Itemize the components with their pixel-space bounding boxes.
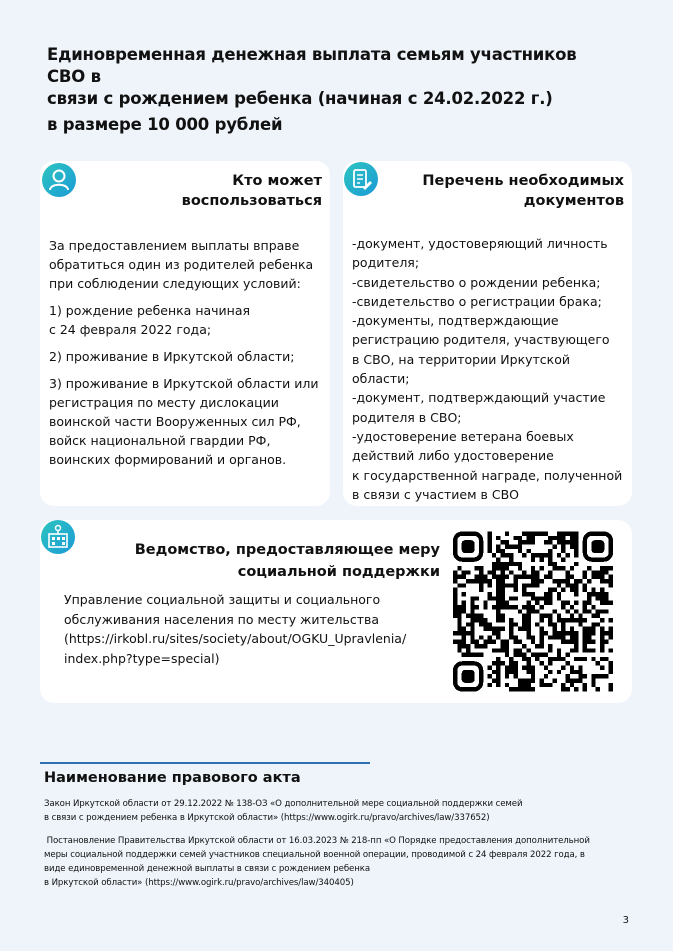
condition-line: войск национальной гвардии РФ, bbox=[49, 433, 271, 448]
legal-act-line: виде единовременной денежной выплаты в связи с рождением ребенка bbox=[44, 864, 371, 874]
page-title bbox=[47, 44, 607, 136]
condition-line: регистрация по месту дислокации bbox=[49, 395, 279, 410]
page-number: 3 bbox=[622, 915, 629, 926]
agency-body bbox=[64, 590, 434, 668]
document-edit-icon bbox=[344, 162, 378, 196]
document-line: родителя; bbox=[352, 255, 420, 271]
legal-act-line: меры социальной поддержки семей участников специальной военной операции, проводимой с 24 февраля 2022 года, в bbox=[44, 850, 585, 860]
document-line: -документ, подтверждающий участие bbox=[352, 390, 606, 406]
agency-title-line-2: социальной поддержки bbox=[237, 564, 440, 580]
agency-line: Управление социальной защиты и социального bbox=[64, 592, 381, 607]
documents-list bbox=[352, 234, 630, 504]
who-condition-1 bbox=[49, 301, 324, 339]
document-line: в связи с участием в СВО bbox=[352, 486, 519, 502]
docs-title-line-2: документов bbox=[523, 193, 624, 209]
who-intro-line: при соблюдении следующих условий: bbox=[49, 276, 301, 291]
who-condition-3 bbox=[49, 374, 324, 469]
user-icon bbox=[42, 163, 76, 197]
condition-line: 1) рождение ребенка начиная bbox=[49, 303, 251, 318]
organization-icon bbox=[41, 520, 75, 554]
who-title-line-1: Кто может bbox=[232, 173, 322, 189]
who-intro bbox=[49, 236, 324, 293]
legal-act-line: в Иркутской области» (https://www.ogirk.ru/pravo/archives/law/340405) bbox=[44, 878, 354, 888]
who-intro-line: За предоставлением выплаты вправе bbox=[49, 238, 300, 253]
agency-line: обслуживания населения по месту жительства bbox=[64, 611, 380, 627]
who-card-title bbox=[182, 171, 322, 211]
title-line-1: Единовременная денежная выплата семьям участников СВО в bbox=[47, 45, 577, 86]
document-line: -документы, подтверждающие bbox=[352, 313, 559, 329]
document-line: -удостоверение ветерана боевых bbox=[352, 428, 574, 444]
who-title-line-2: воспользоваться bbox=[181, 193, 322, 209]
legal-act-1 bbox=[44, 797, 634, 825]
who-card-body bbox=[49, 236, 324, 477]
document-line: регистрацию родителя, участвующего bbox=[352, 332, 610, 348]
document-line: -свидетельство о рождении ребенка; bbox=[352, 274, 601, 290]
legal-act-line: Постановление Правительства Иркутской области от 16.03.2023 № 218-пп «О Порядке предоставления дополнительной bbox=[44, 836, 590, 846]
who-can-apply-card bbox=[40, 161, 330, 506]
who-condition-2 bbox=[49, 347, 324, 366]
who-intro-line: обратиться один из родителей ребенка bbox=[49, 257, 314, 272]
document-line: действий либо удостоверение bbox=[352, 448, 554, 464]
documents-card bbox=[343, 161, 632, 506]
agency-link[interactable]: (https://irkobl.ru/sites/society/about/OGKU_Upravlenia/ bbox=[64, 631, 407, 646]
title-line-3: в размере 10 000 рублей bbox=[47, 115, 283, 134]
agency-title-line-1: Ведомство, предоставляющее меру bbox=[134, 542, 440, 558]
legal-act-2 bbox=[44, 834, 634, 890]
document-line: к государственной награде, полученной bbox=[352, 467, 623, 483]
condition-line: с 24 февраля 2022 года; bbox=[49, 322, 212, 337]
section-divider bbox=[40, 762, 370, 764]
condition-line: воинской части Вооруженных сил РФ, bbox=[49, 414, 301, 429]
document-line: -документ, удостоверяющий личность bbox=[352, 236, 608, 251]
agency-card-title bbox=[135, 539, 440, 583]
document-line: родителя в СВО; bbox=[352, 409, 462, 425]
legal-act-line: в связи с рождением ребенка в Иркутской области» (https://www.ogirk.ru/pravo/archives/law/337652) bbox=[44, 813, 490, 823]
legal-act-line: Закон Иркутской области от 29.12.2022 № 138-ОЗ «О дополнительной мере социальной поддержки семей bbox=[44, 799, 523, 809]
documents-card-title bbox=[422, 171, 624, 211]
qr-code-icon[interactable] bbox=[453, 529, 613, 694]
document-line: в СВО, на территории Иркутской области; bbox=[352, 351, 570, 387]
docs-title-line-1: Перечень необходимых bbox=[422, 173, 624, 189]
document-line: -свидетельство о регистрации брака; bbox=[352, 293, 602, 309]
condition-line: 3) проживание в Иркутской области или bbox=[49, 376, 319, 391]
condition-line: воинских формирований и органов. bbox=[49, 452, 287, 467]
title-line-2: связи с рождением ребенка (начиная с 24.02.2022 г.) bbox=[47, 89, 553, 108]
agency-card bbox=[40, 520, 632, 703]
condition-line: 2) проживание в Иркутской области; bbox=[49, 349, 295, 364]
legal-act-heading: Наименование правового акта bbox=[44, 770, 301, 786]
agency-link-end[interactable]: index.php?type=special) bbox=[64, 650, 220, 666]
